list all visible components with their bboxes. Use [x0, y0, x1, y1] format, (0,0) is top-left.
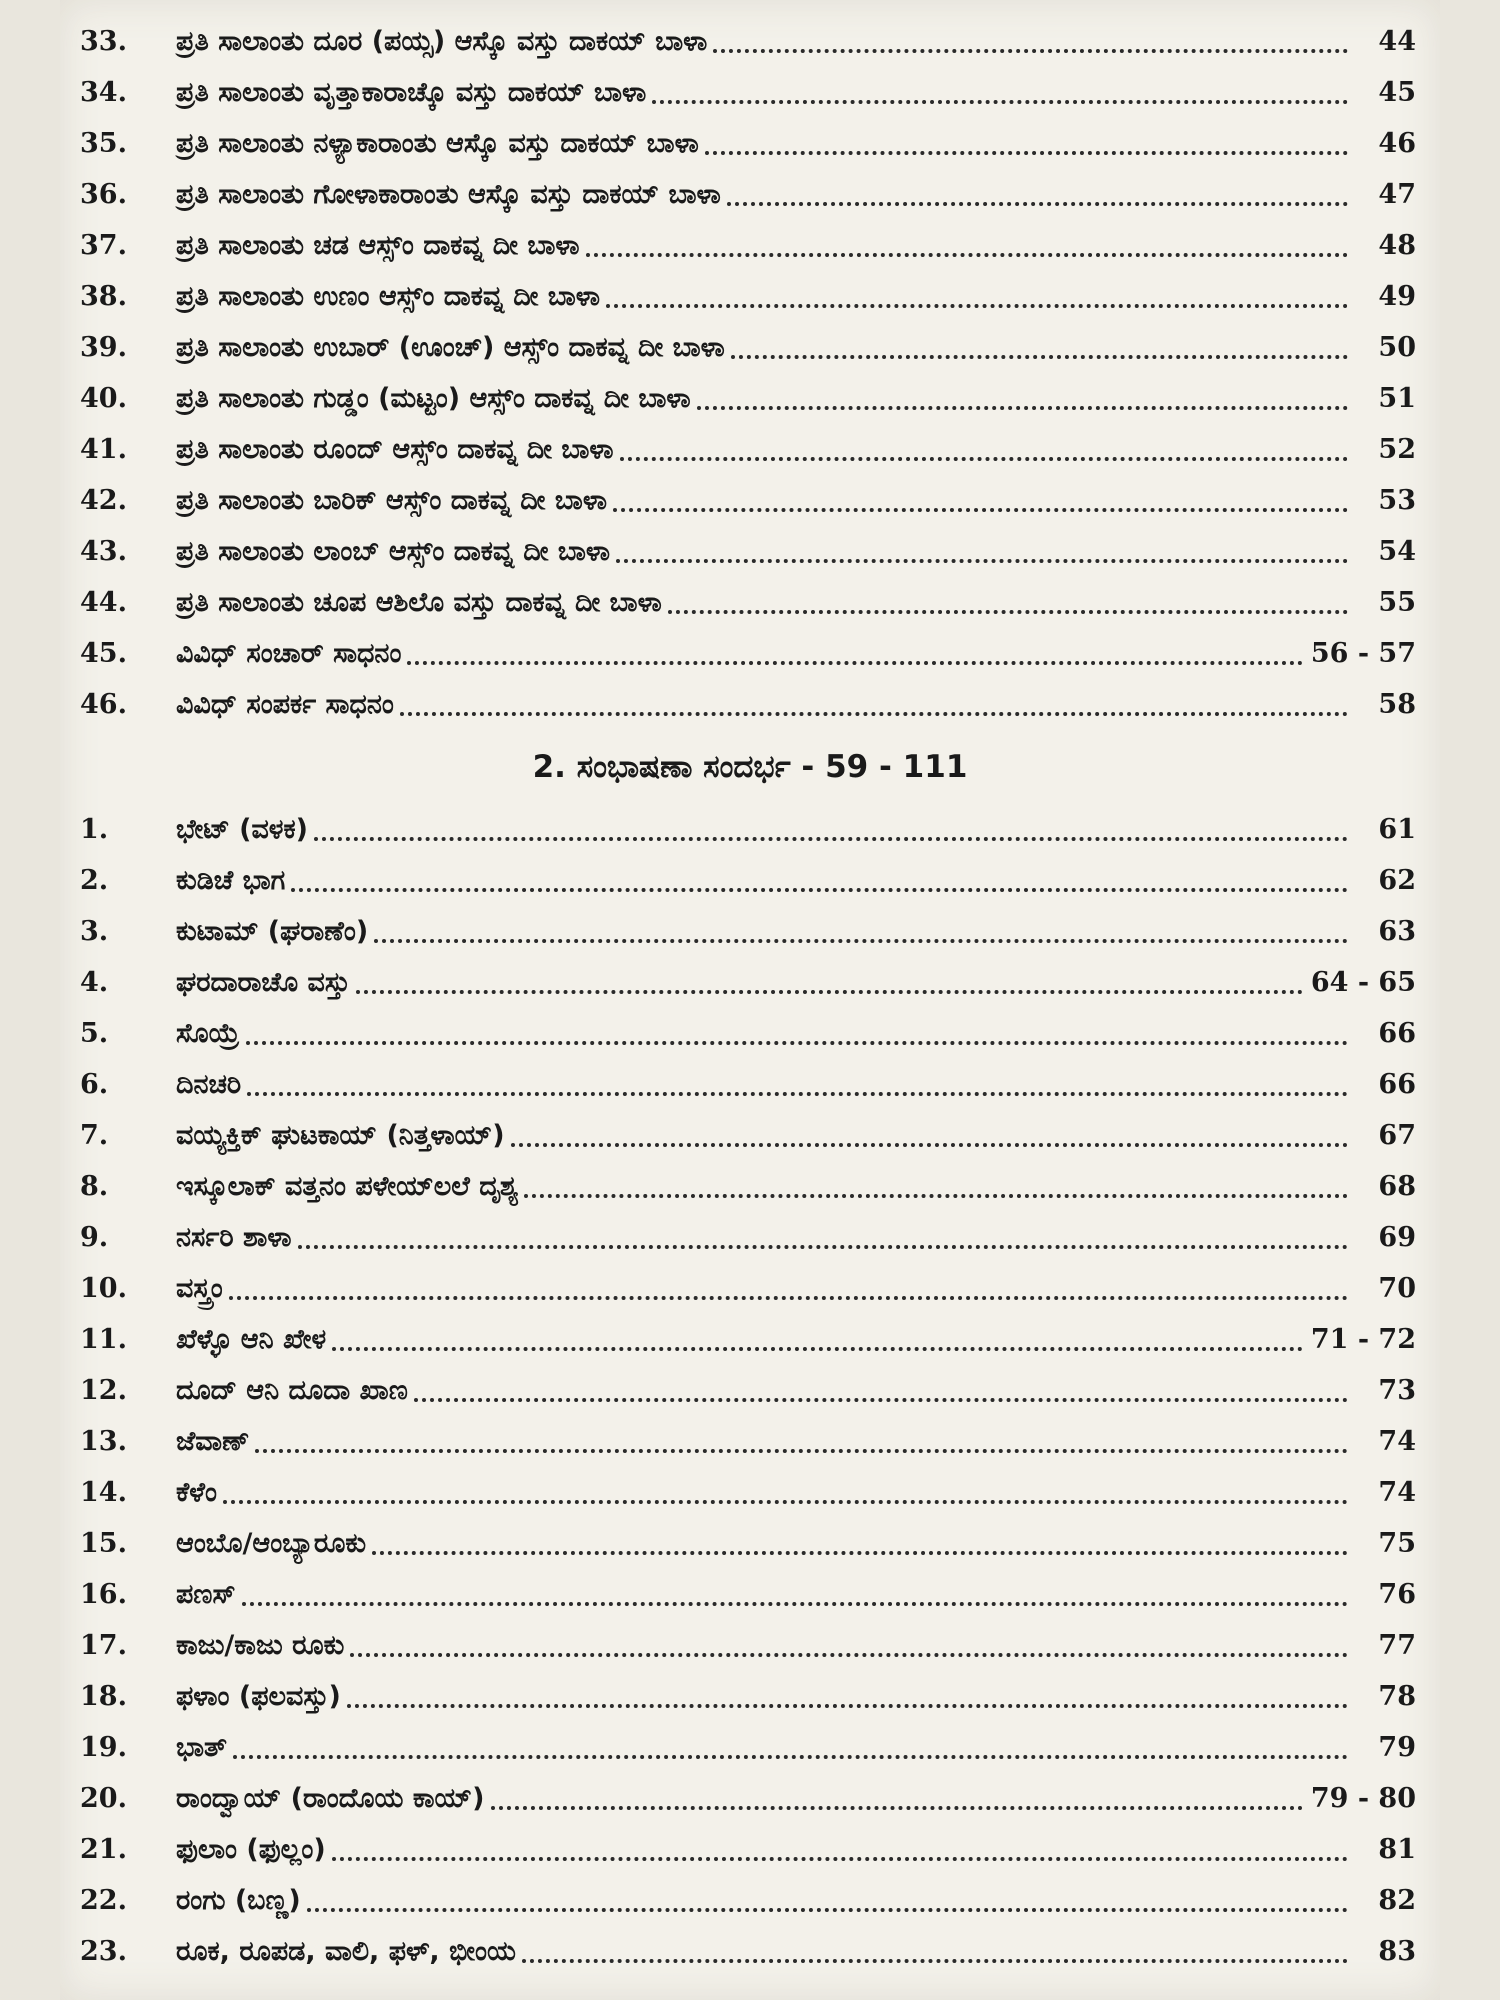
entry-title: ಆಂಬೊ/ಆಂಬ್ಯಾರೂಕು [176, 1527, 367, 1559]
dot-leader [374, 921, 1348, 943]
entry-number: 42. [80, 485, 127, 516]
list-item [60, 322, 1440, 373]
entry-title: ಪ್ರತಿ ಸಾಲಾಂತು ಲಾಂಬ್ ಆಸ್ಸ್ಂ ದಾಕವ್ನ ದೀ ಬಾಳಾ [176, 535, 611, 567]
entry-page-number: 52 [1378, 434, 1416, 465]
table-of-contents [60, 16, 1440, 1977]
entry-number: 44. [80, 587, 127, 618]
list-item [60, 1161, 1440, 1212]
dot-leader [522, 1941, 1348, 1963]
entry-page-number: 70 [1378, 1273, 1416, 1304]
dot-leader [347, 1686, 1348, 1708]
entry-number: 22. [80, 1885, 127, 1916]
list-item [60, 906, 1440, 957]
entry-title: ಪಣಸ್ [176, 1578, 236, 1610]
entry-page-number: 49 [1378, 281, 1416, 312]
list-item [60, 118, 1440, 169]
dot-leader [652, 82, 1348, 104]
list-item [60, 628, 1440, 679]
entry-title: ಫುಲಾಂ (ಫುಲ್ಲಂ) [176, 1833, 326, 1865]
entry-page-number: 44 [1378, 26, 1416, 57]
list-item [60, 271, 1440, 322]
entry-number: 19. [80, 1732, 127, 1763]
entry-title: ಕುಡಿಚೆ ಭಾಗ [176, 864, 286, 896]
entry-number: 36. [80, 179, 127, 210]
list-item [60, 1212, 1440, 1263]
entry-number: 16. [80, 1579, 127, 1610]
section-1-list [60, 16, 1440, 730]
entry-title: ವಸ್ತ್ರಂ [176, 1272, 223, 1304]
entry-number: 35. [80, 128, 127, 159]
list-item [60, 1518, 1440, 1569]
entry-title: ದಿನಚರಿ [176, 1068, 242, 1100]
entry-page-number: 61 [1378, 814, 1416, 845]
entry-page-number: 78 [1378, 1681, 1416, 1712]
dot-leader [255, 1431, 1348, 1453]
entry-page-number: 82 [1378, 1885, 1416, 1916]
entry-number: 8. [80, 1171, 109, 1202]
entry-title: ಘರದಾರಾಚೊ ವಸ್ತು [176, 966, 351, 998]
dot-leader [713, 31, 1348, 53]
entry-page-number: 54 [1378, 536, 1416, 567]
entry-page-number: 74 [1378, 1477, 1416, 1508]
entry-number: 41. [80, 434, 127, 465]
entry-page-number: 68 [1378, 1171, 1416, 1202]
list-item [60, 67, 1440, 118]
entry-number: 2. [80, 865, 109, 896]
list-item [60, 1110, 1440, 1161]
dot-leader [705, 133, 1348, 155]
entry-page-number: 66 [1378, 1069, 1416, 1100]
dot-leader [332, 1329, 1303, 1351]
dot-leader [613, 490, 1348, 512]
entry-number: 6. [80, 1069, 109, 1100]
entry-title: ಪ್ರತಿ ಸಾಲಾಂತು ಚೂಪ ಆಶಿಲೊ ವಸ್ತು ದಾಕವ್ನ ದೀ ಬಾಳಾ [176, 586, 662, 618]
list-item [60, 804, 1440, 855]
entry-title: ದೂದ್ ಆನಿ ದೂದಾ ಖಾಣ [176, 1374, 408, 1406]
list-item [60, 1824, 1440, 1875]
dot-leader [314, 819, 1348, 841]
entry-page-number: 58 [1378, 689, 1416, 720]
entry-title: ರಂಗು (ಬಣ್ಣ) [176, 1884, 301, 1916]
dot-leader [298, 1227, 1348, 1249]
dot-leader [524, 1176, 1348, 1198]
list-item [60, 475, 1440, 526]
dot-leader [727, 184, 1348, 206]
entry-page-number: 79 [1378, 1732, 1416, 1763]
entry-number: 33. [80, 26, 127, 57]
list-item [60, 16, 1440, 67]
entry-page-number: 79 - 80 [1310, 1783, 1416, 1814]
list-item [60, 1365, 1440, 1416]
entry-number: 3. [80, 916, 109, 947]
entry-page-number: 81 [1378, 1834, 1416, 1865]
dot-leader [332, 1839, 1348, 1861]
entry-number: 39. [80, 332, 127, 363]
dot-leader [291, 870, 1348, 892]
entry-page-number: 73 [1378, 1375, 1416, 1406]
dot-leader [356, 972, 1303, 994]
entry-title: ಪ್ರತಿ ಸಾಲಾಂತು ಉಣಂ ಆಸ್ಸ್ಂ ದಾಕವ್ನ ದೀ ಬಾಳಾ [176, 280, 601, 312]
entry-page-number: 66 [1378, 1018, 1416, 1049]
entry-title: ಕುಟಾಮ್ (ಘರಾಣೆಂ) [176, 915, 369, 947]
entry-title: ಭೇಟ್ (ವಳಕ) [176, 813, 308, 845]
entry-number: 4. [80, 967, 109, 998]
list-item [60, 1416, 1440, 1467]
entry-page-number: 67 [1378, 1120, 1416, 1151]
dot-leader [668, 592, 1348, 614]
entry-page-number: 64 - 65 [1310, 967, 1416, 998]
entry-number: 34. [80, 77, 127, 108]
list-item [60, 220, 1440, 271]
entry-number: 1. [80, 814, 109, 845]
entry-number: 9. [80, 1222, 109, 1253]
section-2-heading: 2. ಸಂಭಾಷಣಾ ಸಂದರ್ಭ - 59 - 111 [532, 748, 968, 785]
entry-title: ವಯ್ಯಕ್ತಿಕ್ ಘುಟಕಾಯ್ (ನಿತ್ತಳಾಯ್) [176, 1119, 505, 1151]
entry-title: ಪ್ರತಿ ಸಾಲಾಂತು ನಳ್ಯಾಕಾರಾಂತು ಆಸ್ಕೊ ವಸ್ತು ದಾಕಯ್ ಬಾಳಾ [176, 127, 699, 159]
entry-number: 14. [80, 1477, 127, 1508]
dot-leader [246, 1023, 1348, 1045]
entry-number: 12. [80, 1375, 127, 1406]
dot-leader [223, 1482, 1348, 1504]
list-item [60, 1620, 1440, 1671]
entry-title: ಕೆಳೆಂ [176, 1476, 217, 1508]
entry-page-number: 45 [1378, 77, 1416, 108]
dot-leader [491, 1788, 1303, 1810]
list-item [60, 1722, 1440, 1773]
entry-number: 5. [80, 1018, 109, 1049]
entry-title: ಕಾಜು/ಕಾಜು ರೂಕು [176, 1629, 345, 1661]
entry-number: 46. [80, 689, 127, 720]
list-item [60, 169, 1440, 220]
entry-page-number: 83 [1378, 1936, 1416, 1967]
dot-leader [697, 388, 1348, 410]
list-item [60, 577, 1440, 628]
dot-leader [407, 643, 1302, 665]
list-item [60, 424, 1440, 475]
entry-title: ಭಾತ್ [176, 1731, 228, 1763]
entry-number: 13. [80, 1426, 127, 1457]
entry-page-number: 51 [1378, 383, 1416, 414]
list-item [60, 1773, 1440, 1824]
entry-number: 40. [80, 383, 127, 414]
entry-page-number: 56 - 57 [1310, 638, 1416, 669]
dot-leader [372, 1533, 1348, 1555]
entry-page-number: 46 [1378, 128, 1416, 159]
entry-title: ಪ್ರತಿ ಸಾಲಾಂತು ದೂರ (ಪಯ್ಸ) ಆಸ್ಕೊ ವಸ್ತು ದಾಕಯ್ ಬಾಳಾ [176, 25, 708, 57]
list-item [60, 1671, 1440, 1722]
entry-number: 21. [80, 1834, 127, 1865]
list-item [60, 679, 1440, 730]
entry-page-number: 69 [1378, 1222, 1416, 1253]
entry-number: 15. [80, 1528, 127, 1559]
dot-leader [350, 1635, 1348, 1657]
entry-number: 11. [80, 1324, 127, 1355]
dot-leader [242, 1584, 1348, 1606]
entry-number: 23. [80, 1936, 127, 1967]
entry-title: ಖೆಳ್ಳೊ ಆನಿ ಖೇಳ [176, 1323, 327, 1355]
entry-title: ರೂಕ, ರೂಪಡ, ವಾಲಿ, ಫಳ್, ಭೀಂಯ [176, 1935, 516, 1967]
list-item [60, 526, 1440, 577]
list-item [60, 1059, 1440, 1110]
list-item [60, 1875, 1440, 1926]
entry-page-number: 76 [1378, 1579, 1416, 1610]
dot-leader [606, 286, 1348, 308]
dot-leader [307, 1890, 1348, 1912]
dot-leader [247, 1074, 1348, 1096]
entry-title: ಪ್ರತಿ ಸಾಲಾಂತು ಚಡ ಆಸ್ಸ್ಂ ದಾಕವ್ನ ದೀ ಬಾಳಾ [176, 229, 580, 261]
list-item [60, 1926, 1440, 1977]
entry-page-number: 55 [1378, 587, 1416, 618]
list-item [60, 1569, 1440, 1620]
entry-title: ಸೊಯ್ರೆ [176, 1017, 240, 1049]
entry-title: ಪ್ರತಿ ಸಾಲಾಂತು ಗುಡ್ಡಂ (ಮಟ್ಟಂ) ಆಸ್ಸ್ಂ ದಾಕವ್ನ ದೀ ಬಾಳಾ [176, 382, 691, 414]
entry-title: ಪ್ರತಿ ಸಾಲಾಂತು ವೃತ್ತಾಕಾರಾಚ್ಕೊ ವಸ್ತು ದಾಕಯ್ ಬಾಳಾ [176, 76, 647, 108]
entry-title: ಇಸ್ಕೂಲಾಕ್ ವತ್ತನಂ ಪಳೇಯ್‌ಲಲೆ ದೃಶ್ಯ [176, 1170, 519, 1202]
entry-page-number: 74 [1378, 1426, 1416, 1457]
entry-number: 45. [80, 638, 127, 669]
list-item [60, 1314, 1440, 1365]
dot-leader [511, 1125, 1348, 1147]
entry-page-number: 71 - 72 [1310, 1324, 1416, 1355]
dot-leader [229, 1278, 1348, 1300]
entry-page-number: 62 [1378, 865, 1416, 896]
entry-number: 18. [80, 1681, 127, 1712]
dot-leader [400, 694, 1348, 716]
entry-title: ಜೆವಾಣ್ [176, 1425, 250, 1457]
entry-title: ವಿವಿಧ್ ಸಂಚಾರ್ ಸಾಧನಂ [176, 637, 402, 669]
entry-page-number: 63 [1378, 916, 1416, 947]
entry-number: 10. [80, 1273, 127, 1304]
entry-number: 38. [80, 281, 127, 312]
entry-page-number: 53 [1378, 485, 1416, 516]
entry-number: 7. [80, 1120, 109, 1151]
section-2-list [60, 804, 1440, 1977]
list-item [60, 855, 1440, 906]
list-item [60, 1008, 1440, 1059]
entry-title: ವಿವಿಧ್ ಸಂಪರ್ಕ ಸಾಧನಂ [176, 688, 394, 720]
list-item [60, 1263, 1440, 1314]
entry-page-number: 75 [1378, 1528, 1416, 1559]
entry-title: ಪ್ರತಿ ಸಾಲಾಂತು ಉಬಾರ್ (ಊಂಚ್) ಆಸ್ಸ್ಂ ದಾಕವ್ನ ದೀ ಬಾಳಾ [176, 331, 725, 363]
entry-title: ನರ್ಸರಿ ಶಾಳಾ [176, 1221, 292, 1253]
entry-title: ಫಳಾಂ (ಫಲವಸ್ತು) [176, 1680, 341, 1712]
entry-number: 20. [80, 1783, 127, 1814]
list-item [60, 373, 1440, 424]
entry-number: 37. [80, 230, 127, 261]
book-page [60, 0, 1440, 2000]
list-item [60, 1467, 1440, 1518]
entry-page-number: 77 [1378, 1630, 1416, 1661]
dot-leader [731, 337, 1348, 359]
dot-leader [616, 541, 1348, 563]
entry-page-number: 50 [1378, 332, 1416, 363]
dot-leader [620, 439, 1348, 461]
entry-title: ರಾಂದ್ವಾಯ್ (ರಾಂದೊಯ ಕಾಯ್) [176, 1782, 485, 1814]
entry-title: ಪ್ರತಿ ಸಾಲಾಂತು ಬಾರಿಕ್ ಆಸ್ಸ್ಂ ದಾಕವ್ನ ದೀ ಬಾಳಾ [176, 484, 608, 516]
entry-title: ಪ್ರತಿ ಸಾಲಾಂತು ರೂಂದ್ ಆಸ್ಸ್ಂ ದಾಕವ್ನ ದೀ ಬಾಳಾ [176, 433, 614, 465]
entry-title: ಪ್ರತಿ ಸಾಲಾಂತು ಗೋಳಾಕಾರಾಂತು ಆಸ್ಕೊ ವಸ್ತು ದಾಕಯ್ ಬಾಳಾ [176, 178, 721, 210]
dot-leader [233, 1737, 1348, 1759]
list-item [60, 957, 1440, 1008]
entry-number: 17. [80, 1630, 127, 1661]
entry-page-number: 48 [1378, 230, 1416, 261]
entry-page-number: 47 [1378, 179, 1416, 210]
dot-leader [414, 1380, 1348, 1402]
dot-leader [586, 235, 1348, 257]
entry-number: 43. [80, 536, 127, 567]
